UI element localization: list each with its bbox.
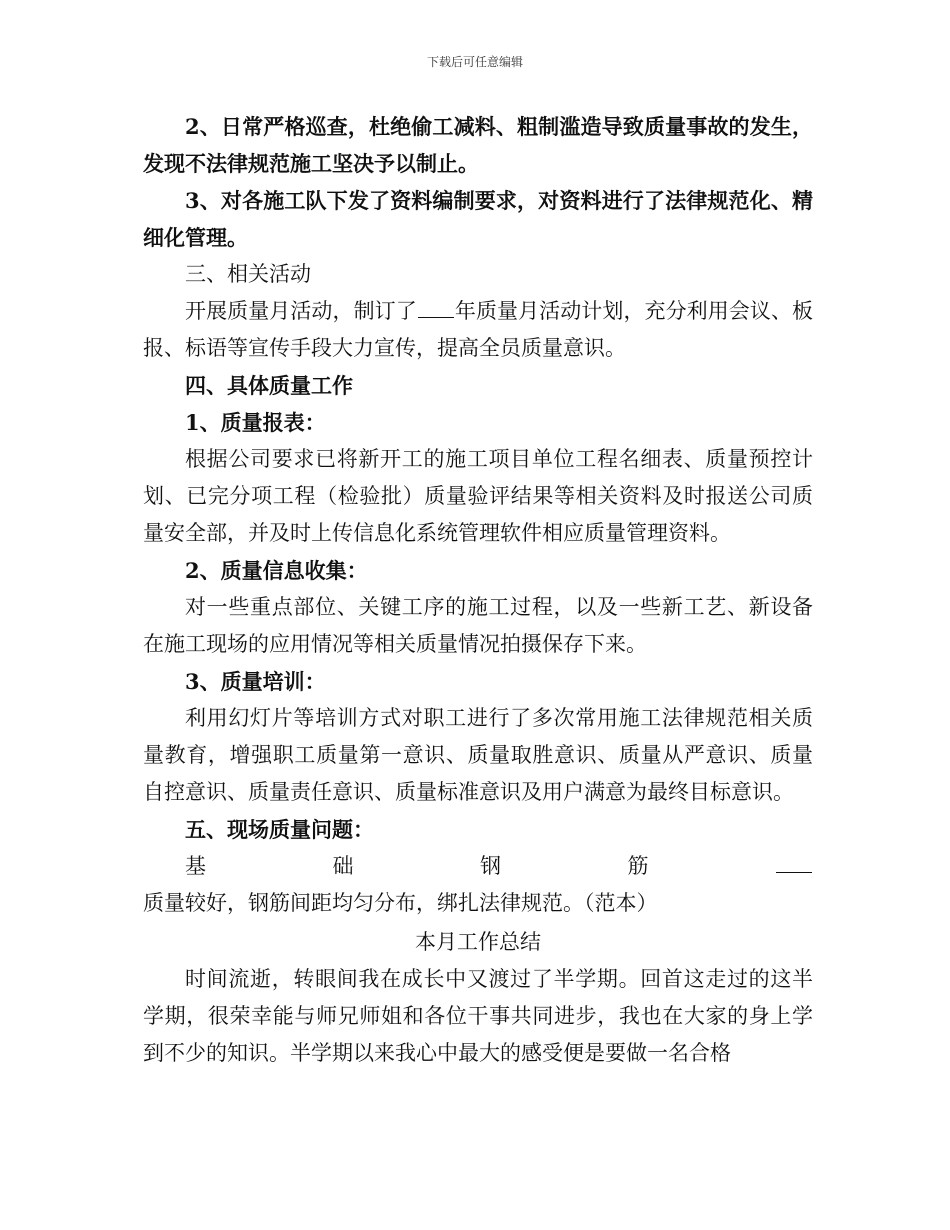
heading-related-activities: 三、相关活动 [185,262,311,286]
quality-month-text-a: 开展质量月活动，制订了 [185,299,417,323]
heading-quality-report: 1、质量报表： [185,410,326,435]
paragraph-monthly-summary: 时间流逝，转眼间我在成长中又渡过了半学期。回首这走过的这半学期，很荣幸能与师兄师姐和各位干事共同进步，我也在大家的身上学到不少的知识。半学期以来我心中最大的感受便是要做一名合格 [143,967,813,1065]
blank-year-field [418,299,454,318]
paragraph-quality-month [143,293,813,367]
quality-month-text-b: 年质量月活动计划，充分利用会议、板报、标语等宣传手段大力宣传，提高全员质量意识。 [143,299,814,360]
document-body [143,108,813,1072]
heading-site-quality-issues: 五、现场质量问题： [185,817,374,842]
paragraph-documentation: 3、对各施工队下发了资料编制要求，对资料进行了法律规范化、精细化管理。 [143,188,813,250]
paragraph-quality-report: 根据公司要求已将新开工的施工项目单位工程名细表、质量预控计划、已完分项工程（检验批）质量验评结果等相关资料及时报送公司质量安全部，并及时上传信息化系统管理软件相应质量管理资料。 [143,447,813,545]
heading-specific-quality-work: 四、具体质量工作 [185,373,353,398]
paragraph-site-quality-issues [143,848,813,922]
heading-quality-info-collection: 2、质量信息收集： [185,558,368,583]
paragraph-quality-info-collection: 对一些重点部位、关键工序的施工过程，以及一些新工艺、新设备在施工现场的应用情况等相关质量情况拍摄保存下来。 [143,595,813,656]
heading-quality-training: 3、质量培训： [185,669,326,694]
paragraph-patrol: 2、日常严格巡查，杜绝偷工减料、粗制滥造导致质量事故的发生，发现不法律规范施工坚决予以制止。 [143,114,813,176]
site-issues-text-b: 质量较好，钢筋间距均匀分布，绑扎法律规范。（范本） [143,891,658,915]
blank-rebar-field [776,854,812,873]
page-header: 下载后可任意编辑 [426,55,523,69]
site-issues-text-a: 基础钢筋 [185,854,775,878]
section-title-monthly-summary: 本月工作总结 [415,930,541,954]
paragraph-quality-training: 利用幻灯片等培训方式对职工进行了多次常用施工法律规范相关质量教育，增强职工质量第一意识、质量取胜意识、质量从严意识、质量自控意识、质量责任意识、质量标准意识及用户满意为最终目标意识。 [143,706,813,804]
